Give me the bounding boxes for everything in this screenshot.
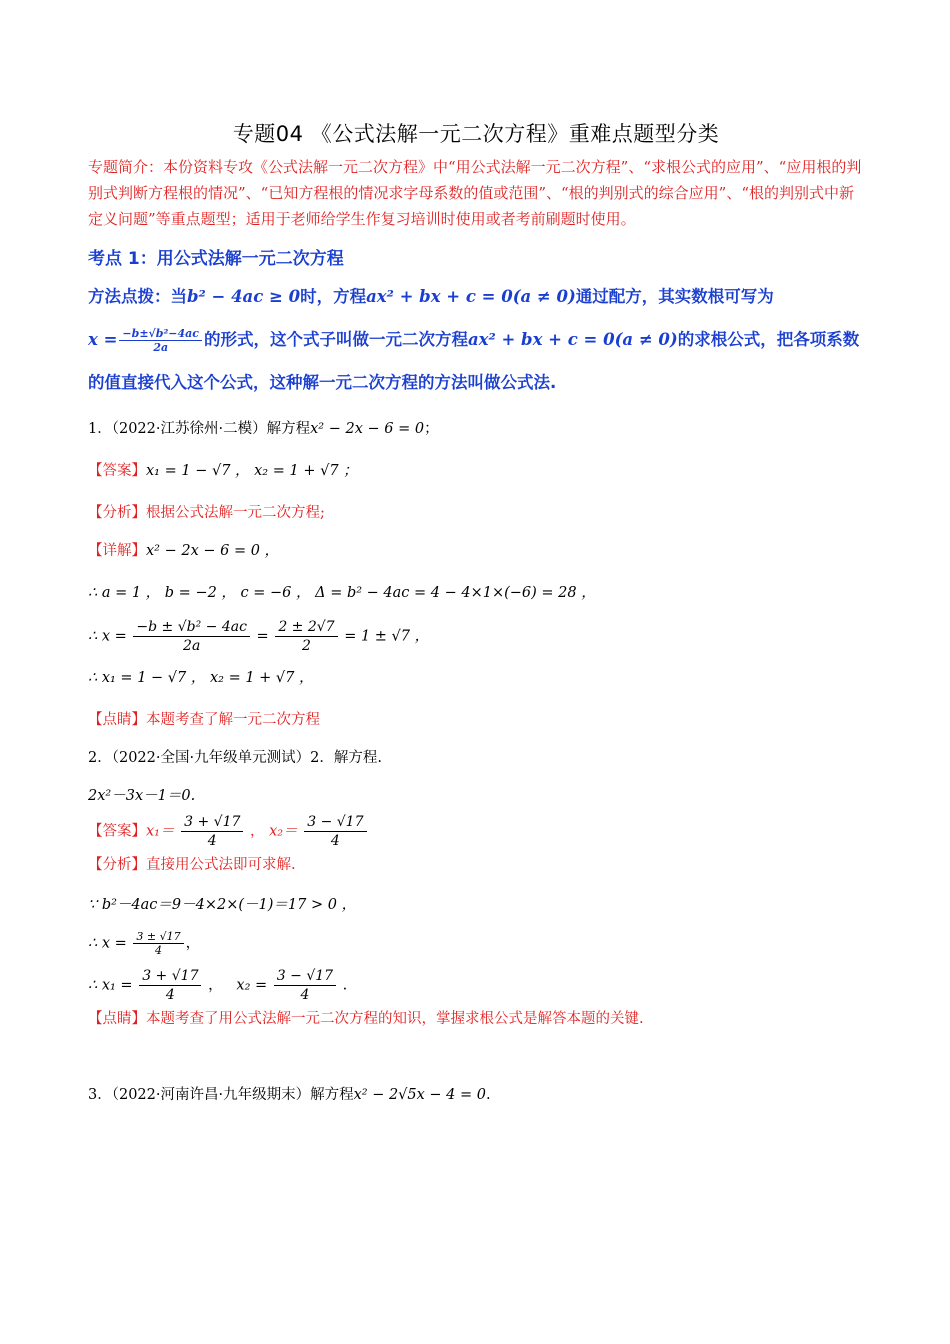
q1-fraction-2-num: 2 ± 2√7	[275, 618, 337, 637]
q3-stem	[88, 1084, 864, 1106]
method-text-4: 的形式，这个式子叫做一元二次方程	[203, 330, 468, 349]
method-text-2: 时，方程	[300, 287, 367, 306]
method-equation: ax² + bx + c = 0(a ≠ 0)	[366, 287, 576, 306]
q2-analysis	[88, 854, 864, 876]
q1-comment	[88, 709, 864, 731]
q1-stem	[88, 418, 864, 440]
method-tip	[88, 275, 864, 404]
q2-answer-x2: x₂＝	[269, 823, 298, 840]
q1-step-3-text: ∴ x₁ = 1 − √7 ， x₂ = 1 + √7 ，	[88, 670, 314, 686]
q2-answer-fraction-2-num: 3 − √17	[304, 813, 366, 832]
document-page	[88, 118, 864, 1106]
answer-tag: 【答案】	[88, 463, 146, 479]
q2-step-2-lhs: ∴ x =	[88, 935, 127, 952]
method-condition: b² − 4ac ≥ 0	[187, 287, 301, 306]
analysis-tag: 【分析】	[88, 857, 146, 873]
q1-fraction-1-num: −b ± √b² − 4ac	[133, 618, 250, 637]
q3-stem-end: .	[486, 1087, 491, 1103]
q2-answer: 【答案】x₁＝ $\frac{3 + √17}{4}$ ， x₂＝ $\frac{3 - √17}{4}$	[88, 813, 864, 850]
q1-step-1-text: ∴ a = 1 ， b = −2 ， c = −6 ， Δ = b² − 4ac = 4 − 4×1×(−6) = 28 ，	[88, 585, 596, 601]
q2-answer-fraction-1-den: 4	[207, 833, 217, 849]
detail-tag: 【详解】	[88, 543, 146, 559]
q2-step-3-fraction-1	[139, 967, 201, 1004]
q1-equation: x² − 2x − 6 = 0	[310, 421, 425, 437]
method-text-1: 方法点拨：当	[88, 287, 187, 306]
q1-fraction-2	[275, 618, 337, 655]
q2-step-3: ∴ x₁ = $\frac{3 + √17}{4}$ ， x₂ = $\frac{3 - √17}{4}$ .	[88, 968, 348, 1003]
question-1	[88, 418, 864, 731]
q2-comment-text: 本题考查了用公式法解一元二次方程的知识，掌握求根公式是解答本题的关键.	[146, 1011, 644, 1027]
intro-paragraph: 专题简介：本份资料专攻《公式法解一元二次方程》中“用公式法解一元二次方程”、“求根公式的应用”、“应用根的判别式判断方程根的情况”、“已知方程根的情况求字母系数的值或范围”、“根的判别式的综合应用”、“根的判别式中新定义问题”等重点题型；适用于老师给学生作复习培训时使用或者考前刷题时使用。	[88, 158, 862, 228]
comment-tag: 【点睛】	[88, 712, 146, 728]
q3-stem-text: 3．（2022·河南许昌·九年级期末）解方程	[88, 1087, 354, 1103]
q1-fraction-1-den: 2a	[183, 638, 201, 654]
q2-answer-fraction-1-num: 3 + √17	[181, 813, 243, 832]
q2-step-3-fraction-2-den: 4	[300, 987, 310, 1003]
q2-step-2-num: 3 ± √17	[133, 930, 183, 944]
kaodian-heading: 考点 1：用公式法解一元二次方程	[88, 249, 344, 269]
method-text-3: 通过配方，其实数根可写为	[575, 287, 774, 306]
q1-stem-end: ；	[424, 421, 439, 437]
q2-answer-fraction-1	[181, 813, 243, 850]
q1-fraction-2-den: 2	[301, 638, 311, 654]
q1-detail-equation: x² − 2x − 6 = 0 ，	[146, 543, 280, 559]
q3-equation: x² − 2√5x − 4 = 0	[353, 1087, 487, 1103]
q2-analysis-text: 直接用公式法即可求解.	[146, 857, 296, 873]
q2-step-1	[88, 894, 864, 916]
q1-answer	[88, 460, 864, 482]
q2-answer-fraction-2	[304, 813, 366, 850]
q2-equation	[88, 785, 864, 807]
q1-fraction-1	[133, 618, 250, 655]
analysis-tag: 【分析】	[88, 505, 146, 521]
q2-step-3-x1: ∴ x₁ =	[88, 977, 133, 994]
question-2	[88, 747, 864, 1030]
q1-stem-text: 1．（2022·江苏徐州·二模）解方程	[88, 421, 311, 437]
q1-answer-value: x₁ = 1 − √7 ， x₂ = 1 + √7 ；	[146, 463, 358, 479]
q1-step-2-lhs: ∴ x =	[88, 628, 127, 645]
root-formula-numerator: −b±√b²−4ac	[119, 327, 202, 341]
q1-comment-text: 本题考查了解一元二次方程	[146, 712, 320, 728]
page-title: 专题04 《公式法解一元二次方程》重难点题型分类	[232, 122, 720, 146]
method-text-5: 的求根公式，把各项系数的值直接代入这个公式，这种解一元二次方程的方法叫做公式法.	[88, 330, 860, 392]
q2-step-3-fraction-2	[274, 967, 336, 1004]
q2-step-3-fraction-2-num: 3 − √17	[274, 967, 336, 986]
question-3	[88, 1084, 864, 1106]
q1-step-2: ∴ x = $\frac{\text{−b ± √b² − 4ac}}{2a}$ = $\frac{2 \pm 2√7}{2}$ = 1 ± √7 ，	[88, 619, 430, 654]
q2-step-2: ∴ x = $\frac{3 \pm √17}{4}$ ，	[88, 930, 201, 957]
q2-step-3-fraction-1-den: 4	[165, 987, 175, 1003]
answer-tag: 【答案】	[88, 823, 146, 840]
q2-equation-text: 2x²－3x－1＝0.	[88, 788, 196, 804]
q2-comment	[88, 1008, 864, 1030]
comment-tag: 【点睛】	[88, 1011, 146, 1027]
root-formula	[119, 327, 202, 354]
q2-answer-x1: x₁＝	[146, 823, 175, 840]
formula-lhs: x =	[88, 330, 118, 349]
q2-step-2-fraction	[133, 930, 183, 957]
q2-step-2-den: 4	[155, 944, 162, 957]
q2-step-3-fraction-1-num: 3 + √17	[139, 967, 201, 986]
q2-stem: 2．（2022·全国·九年级单元测试）2．解方程.	[88, 750, 382, 766]
q1-step-2-end: = 1 ± √7 ，	[344, 628, 430, 645]
q1-step-1	[88, 582, 864, 604]
root-formula-denominator: 2a	[153, 341, 169, 354]
q1-detail	[88, 540, 864, 562]
q1-analysis	[88, 502, 864, 524]
method-equation-2: ax² + bx + c = 0(a ≠ 0)	[467, 330, 678, 349]
q2-step-3-x2: x₂ =	[236, 977, 268, 994]
q1-step-3	[88, 667, 864, 689]
q2-answer-fraction-2-den: 4	[330, 833, 340, 849]
q1-analysis-text: 根据公式法解一元二次方程;	[146, 505, 325, 521]
q2-step-1-text: ∵ b²－4ac＝9－4×2×(－1)＝17 > 0 ，	[88, 897, 357, 913]
